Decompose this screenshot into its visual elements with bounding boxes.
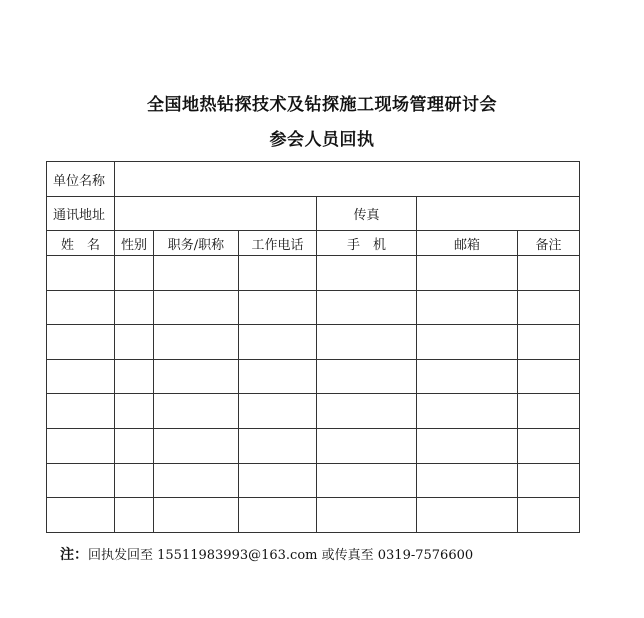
cell-gender[interactable] — [115, 498, 154, 533]
cell-name[interactable] — [47, 256, 115, 291]
cell-mobile[interactable] — [317, 359, 417, 394]
cell-gender[interactable] — [115, 428, 154, 463]
cell-gender[interactable] — [115, 325, 154, 360]
header-name: 姓 名 — [47, 231, 115, 256]
note-label: 注： — [60, 547, 88, 563]
cell-email[interactable] — [417, 256, 518, 291]
cell-gender[interactable] — [115, 394, 154, 429]
table-header-row — [47, 231, 580, 256]
cell-email[interactable] — [417, 290, 518, 325]
document-title: 全国地热钻探技术及钻探施工现场管理研讨会 — [147, 95, 497, 115]
table-row — [47, 256, 580, 291]
cell-remarks[interactable] — [518, 428, 580, 463]
header-gender: 性别 — [115, 231, 154, 256]
cell-mobile[interactable] — [317, 394, 417, 429]
cell-remarks[interactable] — [518, 359, 580, 394]
cell-position[interactable] — [154, 463, 239, 498]
cell-position[interactable] — [154, 428, 239, 463]
cell-gender[interactable] — [115, 290, 154, 325]
cell-work-phone[interactable] — [239, 498, 317, 533]
cell-name[interactable] — [47, 290, 115, 325]
header-position: 职务/职称 — [154, 231, 239, 256]
cell-email[interactable] — [417, 359, 518, 394]
document-subtitle: 参会人员回执 — [269, 130, 375, 150]
cell-email[interactable] — [417, 498, 518, 533]
cell-position[interactable] — [154, 325, 239, 360]
cell-work-phone[interactable] — [239, 359, 317, 394]
cell-name[interactable] — [47, 428, 115, 463]
table-row — [47, 428, 580, 463]
note-text: 回执发回至 15511983993@163.com 或传真至 0319-7576600 — [88, 548, 474, 563]
cell-mobile[interactable] — [317, 325, 417, 360]
cell-name[interactable] — [47, 463, 115, 498]
fax-label: 传真 — [317, 197, 417, 231]
header-remarks: 备注 — [518, 231, 580, 256]
cell-remarks[interactable] — [518, 394, 580, 429]
cell-gender[interactable] — [115, 256, 154, 291]
unit-row — [47, 162, 580, 197]
cell-remarks[interactable] — [518, 498, 580, 533]
cell-position[interactable] — [154, 359, 239, 394]
cell-work-phone[interactable] — [239, 325, 317, 360]
address-label: 通讯地址 — [47, 197, 115, 231]
table-row — [47, 325, 580, 360]
address-field[interactable] — [115, 197, 317, 231]
cell-mobile[interactable] — [317, 428, 417, 463]
cell-remarks[interactable] — [518, 325, 580, 360]
cell-name[interactable] — [47, 394, 115, 429]
cell-position[interactable] — [154, 290, 239, 325]
cell-work-phone[interactable] — [239, 463, 317, 498]
unit-name-field[interactable] — [115, 162, 580, 197]
cell-gender[interactable] — [115, 359, 154, 394]
cell-work-phone[interactable] — [239, 290, 317, 325]
cell-email[interactable] — [417, 325, 518, 360]
cell-name[interactable] — [47, 325, 115, 360]
cell-work-phone[interactable] — [239, 256, 317, 291]
table-row — [47, 394, 580, 429]
cell-gender[interactable] — [115, 463, 154, 498]
cell-mobile[interactable] — [317, 463, 417, 498]
cell-email[interactable] — [417, 463, 518, 498]
cell-email[interactable] — [417, 394, 518, 429]
cell-remarks[interactable] — [518, 256, 580, 291]
cell-work-phone[interactable] — [239, 394, 317, 429]
table-row — [47, 290, 580, 325]
header-email: 邮箱 — [417, 231, 518, 256]
cell-position[interactable] — [154, 394, 239, 429]
cell-mobile[interactable] — [317, 256, 417, 291]
table-row — [47, 498, 580, 533]
header-mobile: 手 机 — [317, 231, 417, 256]
cell-work-phone[interactable] — [239, 428, 317, 463]
unit-name-label: 单位名称 — [47, 162, 115, 197]
fax-field[interactable] — [417, 197, 580, 231]
cell-mobile[interactable] — [317, 498, 417, 533]
cell-remarks[interactable] — [518, 463, 580, 498]
cell-mobile[interactable] — [317, 290, 417, 325]
cell-position[interactable] — [154, 256, 239, 291]
cell-email[interactable] — [417, 428, 518, 463]
registration-form-table — [46, 161, 580, 533]
cell-position[interactable] — [154, 498, 239, 533]
cell-name[interactable] — [47, 498, 115, 533]
address-row — [47, 197, 580, 231]
header-work-phone: 工作电话 — [239, 231, 317, 256]
cell-name[interactable] — [47, 359, 115, 394]
cell-remarks[interactable] — [518, 290, 580, 325]
table-row — [47, 359, 580, 394]
footer-note — [60, 544, 473, 564]
table-row — [47, 463, 580, 498]
